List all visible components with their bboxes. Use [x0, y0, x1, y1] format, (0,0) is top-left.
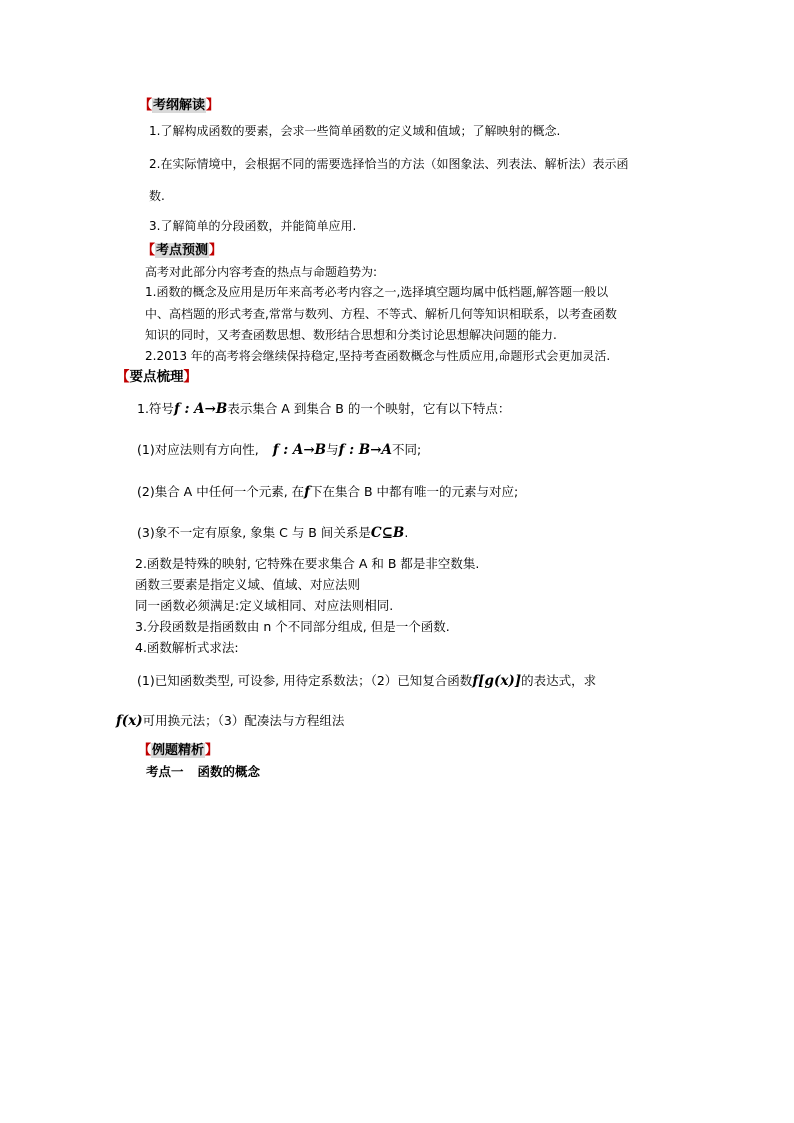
- mapping-formula: f : A→B: [173, 401, 228, 417]
- key-point-2-a: 函数三要素是指定义域、值域、对应法则: [135, 577, 361, 592]
- key-point-2-b: 同一函数必须满足:定义域相同、对应法则相同.: [135, 598, 394, 613]
- example-topic-1: 考点一 函数的概念: [146, 764, 261, 779]
- section-heading-examples: 【例题精析】: [138, 743, 219, 758]
- forecast-line-4: 2.2013 年的高考将会继续保持稳定,坚持考查函数概念与性质应用,命题形式会更加灵活.: [145, 349, 611, 363]
- syllabus-item-2-cont: 数.: [149, 189, 165, 203]
- key-point-2: 2.函数是特殊的映射, 它特殊在要求集合 A 和 B 都是非空数集.: [135, 556, 480, 571]
- section-heading-forecast: 【考点预测】: [142, 243, 223, 258]
- forecast-line-2: 中、高档题的形式考查,常常与数列、方程、不等式、解析几何等知识相联系，以考查函数: [145, 307, 617, 321]
- key-point-3: 3.分段函数是指函数由 n 个不同部分组成, 但是一个函数.: [135, 619, 450, 634]
- key-point-1-2: (2)集合 A 中任何一个元素, 在f下在集合 B 中都有唯一的元素与对应;: [137, 484, 519, 500]
- forecast-line-3: 知识的同时，又考查函数思想、数形结合思想和分类讨论思想解决问题的能力.: [145, 328, 557, 342]
- mapping-formula-ba: f : B→A: [338, 442, 392, 458]
- syllabus-item-1: 1.了解构成函数的要素，会求一些简单函数的定义域和值域；了解映射的概念.: [149, 124, 561, 138]
- syllabus-item-3: 3.了解简单的分段函数，并能简单应用.: [149, 219, 357, 233]
- section-heading-syllabus: 【考纲解读】: [139, 98, 220, 113]
- key-point-4-methods-cont: f(x)可用换元法；（3）配凑法与方程组法: [116, 713, 345, 729]
- function-symbol: f: [304, 484, 310, 500]
- key-point-1-1: (1)对应法则有方向性, f : A→B与f : B→A不同;: [137, 442, 422, 458]
- section-heading-key-points: 【要点梳理】: [116, 369, 197, 385]
- key-point-4: 4.函数解析式求法:: [135, 640, 239, 655]
- key-point-4-methods: (1)已知函数类型, 可设参, 用待定系数法；（2）已知复合函数f[g(x)]的表达式，求: [137, 673, 597, 689]
- key-point-1: 1.符号f : A→B表示集合 A 到集合 B 的一个映射，它有以下特点：: [137, 401, 511, 417]
- syllabus-item-2: 2.在实际情境中，会根据不同的需要选择恰当的方法（如图象法、列表法、解析法）表示函: [149, 157, 629, 171]
- composite-function: f[g(x)]: [472, 673, 522, 689]
- key-point-1-3: (3)象不一定有原象, 象集 C 与 B 间关系是C⊆B.: [137, 525, 409, 541]
- function-fx: f(x): [116, 713, 143, 729]
- subset-formula: C⊆B: [370, 525, 405, 541]
- mapping-formula-ab: f : A→B: [272, 442, 327, 458]
- forecast-line-1: 1.函数的概念及应用是历年来高考必考内容之一,选择填空题均属中低档题,解答题一般以: [145, 285, 609, 299]
- forecast-intro: 高考对此部分内容考查的热点与命题趋势为:: [145, 265, 378, 279]
